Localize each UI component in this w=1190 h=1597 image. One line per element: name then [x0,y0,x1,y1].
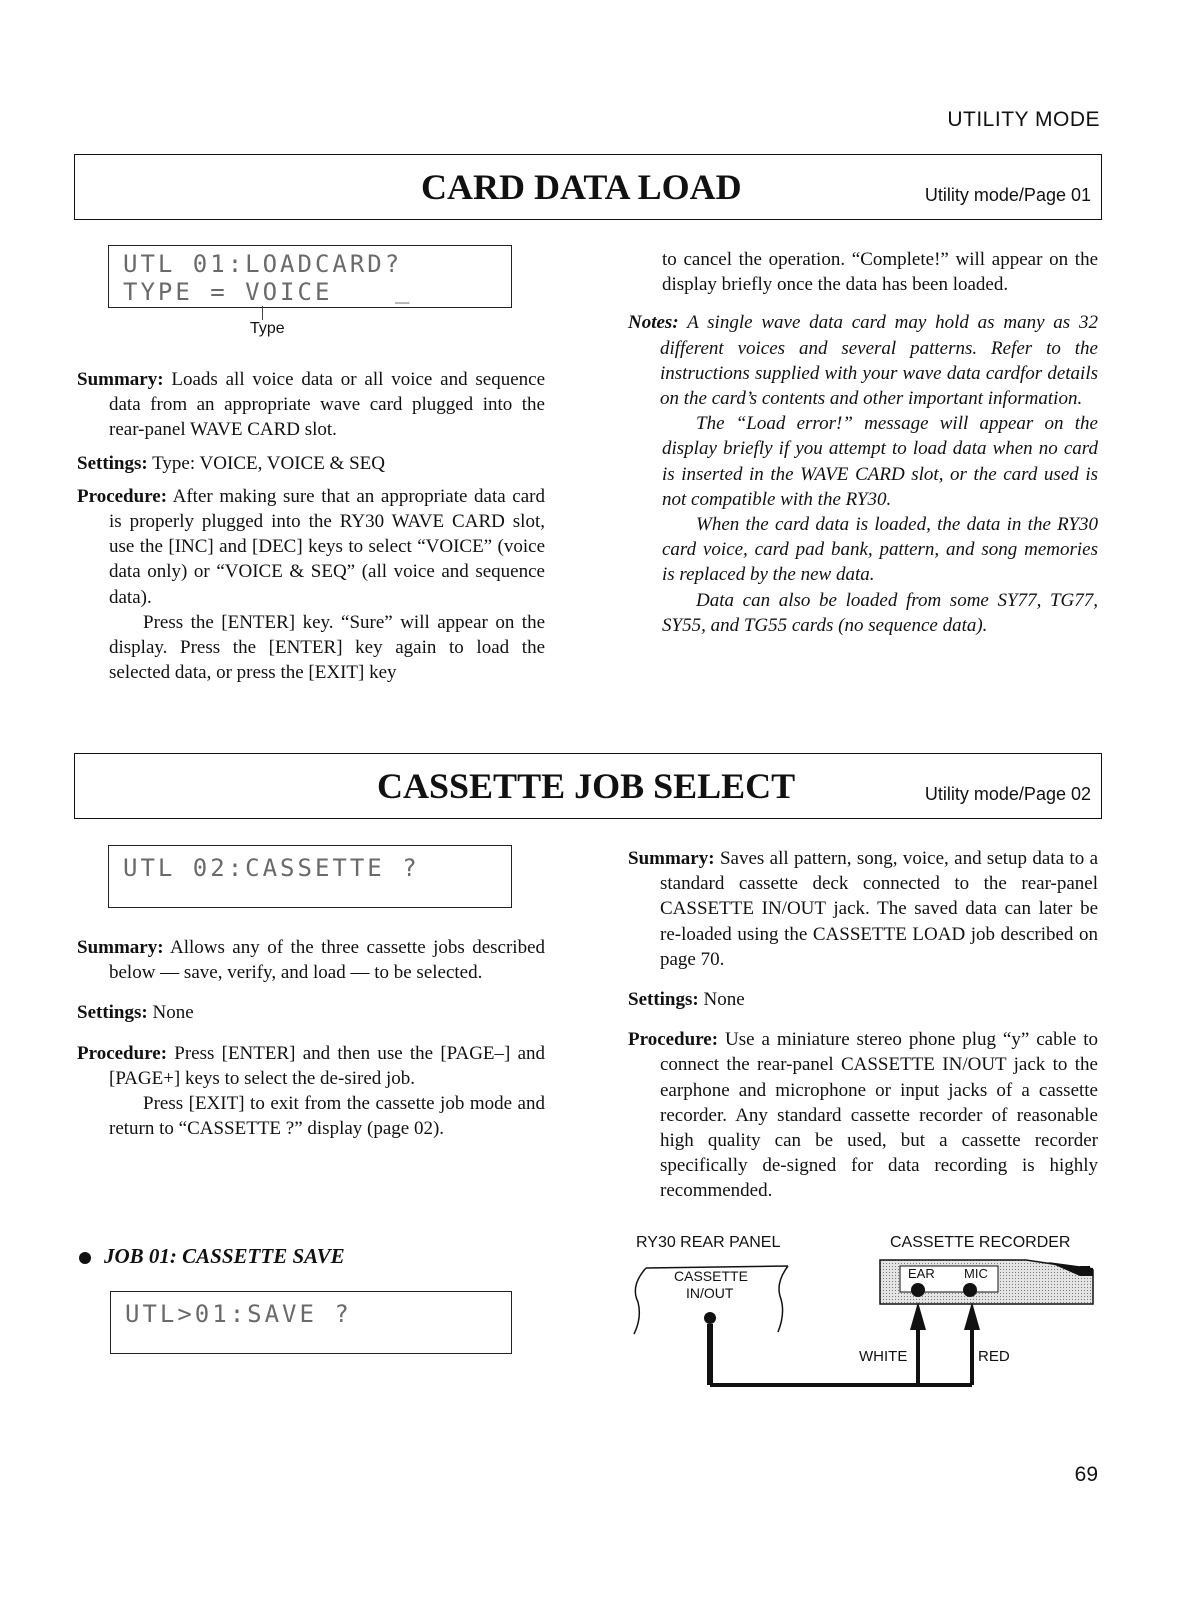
procedure-text-2: Press [EXIT] to exit from the cassette job mode and return to “CASSETTE ?” display (page 02). [109,1093,545,1140]
lcd-line-1: UTL 02:CASSETTE ? [123,854,420,882]
procedure-text-1: Press [ENTER] and then use the [PAGE–] and [PAGE+] keys to select the de-sired job. [109,1042,546,1089]
notes-text-3: When the card data is loaded, the data in the RY30 card voice, card pad bank, pattern, and song memories is replaced by the new data. [662,514,1098,586]
procedure-text: Use a miniature stereo phone plug “y” cable to connect the rear-panel CASSETTE IN/OUT jack to the earphone and microphone or input jacks of a cassette recorder. Any standard cassette recorder of reasonable high quality can be used, but a cassette recorder specifically de-signed for data recording is highly recommended. [660,1029,1099,1202]
lcd-line-1: UTL>01:SAVE ? [125,1300,352,1328]
procedure-text-1: After making sure that an appropriate data card is properly plugged into the RY30 WAVE CARD slot, use the [INC] and [DEC] keys to select “VOICE” (voice data only) or “VOICE & SEQ” (all voice and sequence data). [109,485,545,608]
settings-label: Settings: [628,989,699,1011]
jack-label-2: IN/OUT [686,1285,734,1301]
settings-text: None [152,1002,194,1024]
jack-label-1: CASSETTE [674,1268,748,1284]
mic-label: MIC [964,1266,988,1281]
notes-text-2: The “Load error!” message will appear on the display briefly if you attempt to load data when no card is inserted in the WAVE CARD slot, or the card used is not compatible with the RY30. [662,413,1098,510]
cassette-save-right-column [628,846,1098,1204]
summary-label: Summary: [628,848,715,869]
bullet-icon [79,1252,91,1264]
white-label: WHITE [859,1348,908,1365]
settings-text: None [703,989,745,1011]
mic-jack-icon [963,1283,977,1297]
red-plug-arrow-icon [964,1302,980,1330]
notes-label: Notes: [628,312,679,334]
recorder-label: CASSETTE RECORDER [890,1234,1071,1251]
lcd-display [108,245,512,308]
connection-diagram [628,1230,1100,1400]
summary-text: Saves all pattern, song, voice, and setup data to a standard cassette deck connected to the rear-panel CASSETTE IN/OUT jack. The saved data can later be re-loaded using the CASSETTE LOAD job described on page 70. [660,848,1098,970]
settings-text: Type: VOICE, VOICE & SEQ [152,452,385,474]
ear-label: EAR [908,1266,935,1281]
procedure-label: Procedure: [77,485,168,507]
jack-plug-icon [704,1312,716,1324]
procedure-text-2: Press the [ENTER] key. “Sure” will appear on the display. Press the [ENTER] key again to load the selected data, or press the [EXIT] key [109,611,545,684]
section-title: CARD DATA LOAD [421,167,742,207]
lcd-cursor: _ [395,276,413,304]
cassette-job-select-title-box [74,753,1102,819]
settings-label: Settings: [77,452,148,474]
type-pointer-line [262,306,263,320]
notes-text-4: Data can also be loaded from some SY77, TG77, SY55, and TG55 cards (no sequence data). [662,589,1098,636]
job-lcd-display [110,1291,512,1354]
card-load-left-column [77,367,545,685]
section-title: CASSETTE JOB SELECT [377,766,796,806]
cassette-select-left-column [77,935,545,1141]
card-data-load-title-box [74,154,1102,220]
rear-panel-label: RY30 REAR PANEL [636,1234,781,1251]
lcd-line-1: UTL 01:LOADCARD? [123,250,403,278]
procedure-text-3: to cancel the operation. “Complete!” will appear on the display briefly once the data has been loaded. [662,249,1098,296]
summary-text: Allows any of the three cassette jobs described below — save, verify, and load — to be selected. [109,937,546,984]
summary-text: Loads all voice data or all voice and sequence data from an appropriate wave card plugged into the rear-panel WAVE CARD slot. [109,369,546,441]
page-ref: Utility mode/Page 02 [924,784,1091,804]
procedure-label: Procedure: [628,1029,719,1051]
lcd-display [108,845,512,908]
ear-jack-icon [911,1283,925,1297]
notes-text-1: A single wave data card may hold as many as 32 different voices and several patterns. Refer to the instructions supplied with your wave data cardfor details on the card’s contents and other important information. [660,312,1098,410]
panel-left-edge [634,1268,646,1334]
summary-label: Summary: [77,369,164,390]
white-plug-arrow-icon [910,1302,926,1330]
panel-right-edge [778,1266,788,1332]
type-label: Type [250,320,285,337]
mode-header: UTILITY MODE [947,108,1100,131]
procedure-label: Procedure: [77,1042,168,1064]
page-number: 69 [1074,1463,1098,1486]
settings-label: Settings: [77,1002,148,1024]
red-label: RED [978,1348,1010,1365]
page-ref: Utility mode/Page 01 [924,185,1091,205]
summary-label: Summary: [77,937,164,958]
diagram-drawing [628,1230,1100,1400]
recorder-button [1080,1266,1090,1276]
lcd-line-2: TYPE = VOICE [123,278,333,306]
job-heading: JOB 01: CASSETTE SAVE [104,1244,345,1268]
card-load-right-column [628,247,1098,638]
